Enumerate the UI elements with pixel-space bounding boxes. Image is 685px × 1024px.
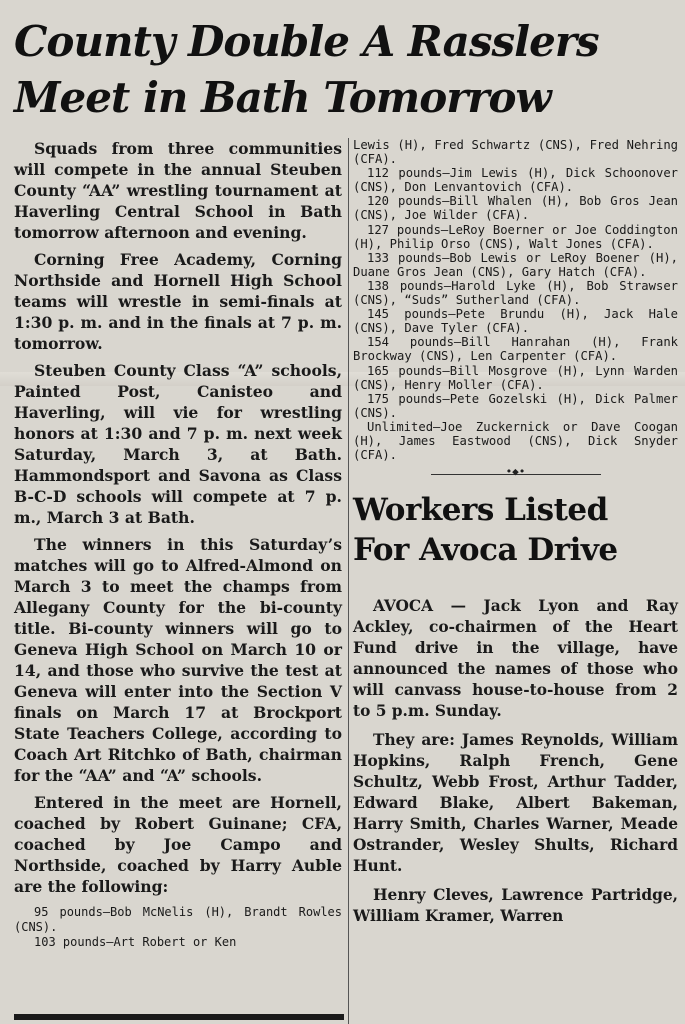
- main-headline-line-2: Meet in Bath Tomorrow: [14, 73, 551, 122]
- weight-class-entry: 103 pounds—Art Robert or Ken: [34, 935, 237, 949]
- weight-class-entry: 175 pounds—Pete Gozelski (H), Dick Palmer (CNS).: [353, 391, 678, 420]
- main-headline: [14, 14, 664, 126]
- separator-dots-icon: •◆•: [505, 465, 526, 479]
- story2-paragraph: They are: James Reynolds, William Hopkins, Ralph French, Gene Schultz, Webb Frost, Arthur Tadder, Edward Blake, Albert Bakeman, Harry Smith, Charles Warner, Meade Ostrander, Wesley Shults, Richard Hunt.: [353, 730, 678, 875]
- weight-class-entry: 165 pounds—Bill Mosgrove (H), Lynn Warden (CNS), Henry Moller (CFA).: [353, 363, 678, 392]
- weight-class-entry: Unlimited—Joe Zuckernick or Dave Coogan (H), James Eastwood (CNS), Dick Snyder (CFA).: [353, 419, 678, 463]
- column-divider: [348, 138, 349, 1024]
- story1-paragraph: Entered in the meet are Hornell, coached by Robert Guinane; CFA, coached by Joe Campo and Northside, coached by Harry Auble are the following:: [14, 793, 342, 896]
- weight-class-entry: 120 pounds—Bill Whalen (H), Bob Gros Jean (CNS), Joe Wilder (CFA).: [353, 194, 678, 223]
- left-column: [14, 138, 342, 950]
- story1-paragraph: Corning Free Academy, Corning Northside and Hornell High School teams will wrestle in semi-finals at 1:30 p. m. and in the finals at 7 p. m. tomorrow.: [14, 250, 342, 353]
- weight-class-entry: 145 pounds—Pete Brundu (H), Jack Hale (CNS), Dave Tyler (CFA).: [353, 307, 678, 336]
- story1-paragraph: Steuben County Class “A” schools, Painted Post, Canisteo and Haverling, will vie for wrestling honors at 1:30 and 7 p. m. next week Saturday, March 3, at Bath. Hammondsport and Savona as Class B-C-D schools will compete at 7 p. m., March 3 at Bath.: [14, 361, 342, 527]
- weight-class-list-left: [14, 905, 342, 950]
- weight-class-entry: 112 pounds—Jim Lewis (H), Dick Schoonover (CNS), Don Lenvantovich (CFA).: [353, 166, 678, 195]
- weight-class-entry: Lewis (H), Fred Schwartz (CNS), Fred Nehring (CFA).: [353, 138, 678, 167]
- bottom-rule: [14, 1014, 344, 1020]
- story1-paragraph: The winners in this Saturday’s matches will go to Alfred-Almond on March 3 to meet the champs from Allegany County for the bi-county title. Bi-county winners will go to Geneva High School on March 10 or 14, and those who survive the test at Geneva will enter into the Section V finals on March 17 at Brockport State Teachers College, according to Coach Art Ritchko of Bath, chairman for the “AA” and “A” schools.: [14, 535, 342, 785]
- story-separator-ornament: [431, 465, 601, 480]
- weight-class-entry: 127 pounds—LeRoy Boerner or Joe Coddington (H), Philip Orso (CNS), Walt Jones (CFA).: [353, 222, 678, 251]
- weight-class-entry: 95 pounds—Bob McNelis (H), Brandt Rowles (CNS).: [14, 905, 342, 934]
- weight-class-entry: 133 pounds—Bob Lewis or LeRoy Boener (H), Duane Gros Jean (CNS), Gary Hatch (CFA).: [353, 250, 678, 279]
- weight-class-entry: 138 pounds—Harold Lyke (H), Bob Strawser (CNS), “Suds” Sutherland (CFA).: [353, 278, 678, 308]
- story2-paragraph: AVOCA — Jack Lyon and Ray Ackley, co-chairmen of the Heart Fund drive in the village, have announced the names of those who will canvass house-to-house from 2 to 5 p.m. Sunday.: [353, 596, 678, 720]
- second-headline-line-1: Workers Listed: [353, 492, 608, 529]
- avoca-story: [353, 596, 678, 927]
- second-headline-line-2: For Avoca Drive: [353, 532, 618, 569]
- second-headline: [353, 490, 678, 570]
- story2-paragraph: Henry Cleves, Lawrence Partridge, William Kramer, Warren: [353, 885, 678, 925]
- right-column: [353, 138, 678, 935]
- weight-class-entry: 154 pounds—Bill Hanrahan (H), Frank Brockway (CNS), Len Carpenter (CFA).: [353, 335, 678, 364]
- story1-paragraph: Squads from three communities will compete in the annual Steuben County “AA” wrestling tournament at Haverling Central School in Bath tomorrow afternoon and evening.: [14, 139, 342, 242]
- main-headline-line-1: County Double A Rasslers: [14, 17, 599, 66]
- weight-class-list-right: [353, 138, 678, 462]
